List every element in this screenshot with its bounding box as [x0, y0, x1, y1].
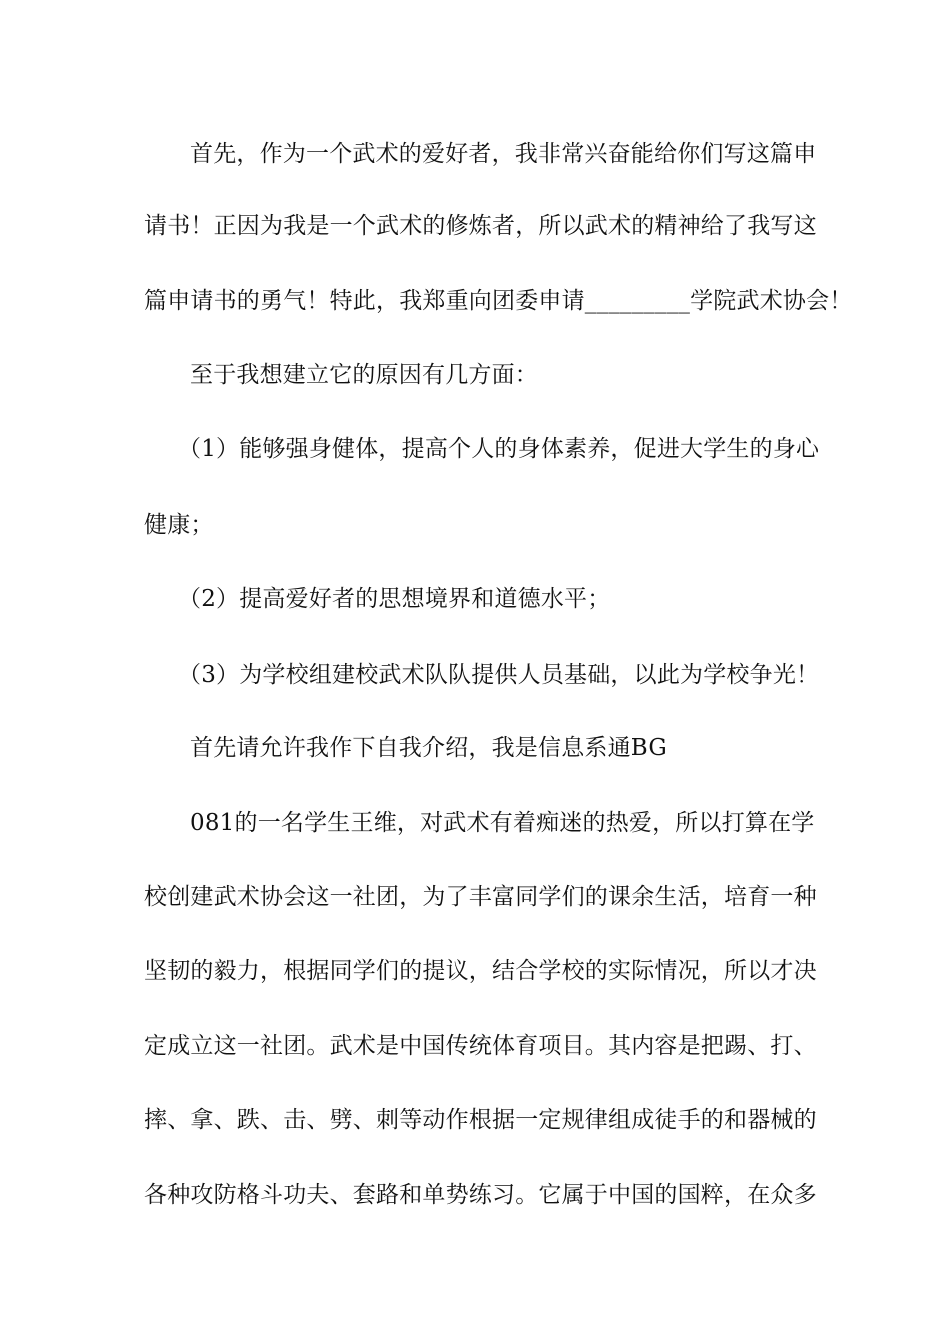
- paragraph-line: 首先，作为一个武术的爱好者，我非常兴奋能给你们写这篇申: [190, 141, 817, 167]
- paragraph-line: 定成立这一社团。武术是中国传统体育项目。其内容是把踢、打、: [144, 1033, 817, 1059]
- paragraph-line: 各种攻防格斗功夫、套路和单势练习。它属于中国的国粹，在众多: [144, 1182, 817, 1208]
- paragraph-line: 校创建武术协会这一社团，为了丰富同学们的课余生活，培育一种: [144, 884, 817, 910]
- paragraph-line: 坚韧的毅力，根据同学们的提议，结合学校的实际情况，所以才决: [144, 958, 817, 984]
- paragraph-line: 首先请允许我作下自我介绍，我是信息系通BG: [190, 735, 667, 761]
- list-item: （2）提高爱好者的思想境界和道德水平；: [178, 586, 611, 612]
- list-item: （1）能够强身健体，提高个人的身体素养，促进大学生的身心: [178, 436, 820, 462]
- paragraph-line: 摔、拿、跌、击、劈、刺等动作根据一定规律组成徒手的和器械的: [144, 1107, 817, 1133]
- paragraph-line: 请书！正因为我是一个武术的修炼者，所以武术的精神给了我写这: [144, 213, 817, 239]
- list-item: （3）为学校组建校武术队队提供人员基础，以此为学校争光！: [178, 662, 820, 688]
- paragraph-line: 081的一名学生王维，对武术有着痴迷的热爱，所以打算在学: [190, 810, 815, 836]
- paragraph-line: 篇申请书的勇气！特此，我郑重向团委申请_________学院武术协会！: [144, 288, 853, 314]
- paragraph-line: 至于我想建立它的原因有几方面：: [190, 362, 538, 388]
- paragraph-line: 健康；: [144, 512, 214, 538]
